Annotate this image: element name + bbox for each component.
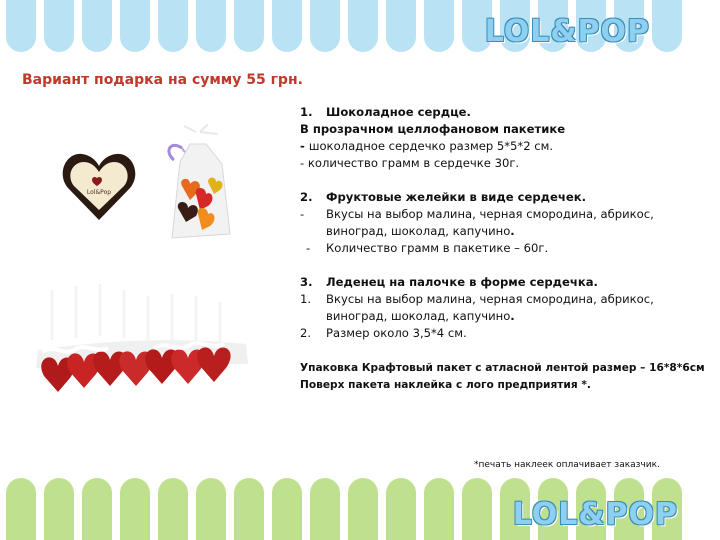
jelly-bag-image bbox=[160, 124, 242, 248]
chocolate-heart-image bbox=[62, 150, 136, 222]
product-description bbox=[300, 104, 710, 394]
brand-logo-top: LOL&POP bbox=[484, 14, 650, 49]
svg-text:Lol&Pop: Lol&Pop bbox=[86, 189, 112, 196]
packaging-line: Упаковка Крафтовый пакет с атласной лентой размер – 16*8*6см bbox=[300, 362, 705, 374]
item-1-number: 1. bbox=[300, 105, 313, 119]
item-2-weight: - Количество грамм в пакетике – 60г. bbox=[306, 241, 549, 255]
item-2-number: 2. bbox=[300, 190, 313, 204]
sticker-line: Поверх пакета наклейка с лого предприятия *. bbox=[300, 379, 591, 391]
item-3-number: 3. bbox=[300, 275, 313, 289]
item-1-subheading: В прозрачном целлофановом пакетике bbox=[300, 122, 566, 136]
item-2-heading: 2. Фруктовые желейки в виде сердечек. bbox=[300, 190, 586, 204]
page-title: Вариант подарка на сумму 55 грн. bbox=[22, 72, 303, 88]
footnote: *печать наклеек оплачивает заказчик. bbox=[474, 460, 660, 470]
item-1-heading: 1. Шоколадное сердце. bbox=[300, 105, 471, 119]
item-3-heading: 3. Леденец на палочке в форме сердечка. bbox=[300, 275, 598, 289]
item-1-size: - шоколадное сердечко размер 5*5*2 см. bbox=[300, 139, 554, 153]
item-3-size: 2. Размер около 3,5*4 см. bbox=[300, 326, 467, 340]
lollipops-image bbox=[34, 280, 250, 400]
item-1-weight: - количество грамм в сердечке 30г. bbox=[300, 156, 520, 170]
item-2-flavors: - Вкусы на выбор малина, черная смородина, абрикос, виноград, шоколад, капучино. bbox=[300, 207, 654, 238]
brand-logo-bottom: LOL&POP bbox=[512, 497, 678, 532]
item-3-flavors: 1. Вкусы на выбор малина, черная смородина, абрикос, виноград, шоколад, капучино. bbox=[300, 292, 654, 323]
